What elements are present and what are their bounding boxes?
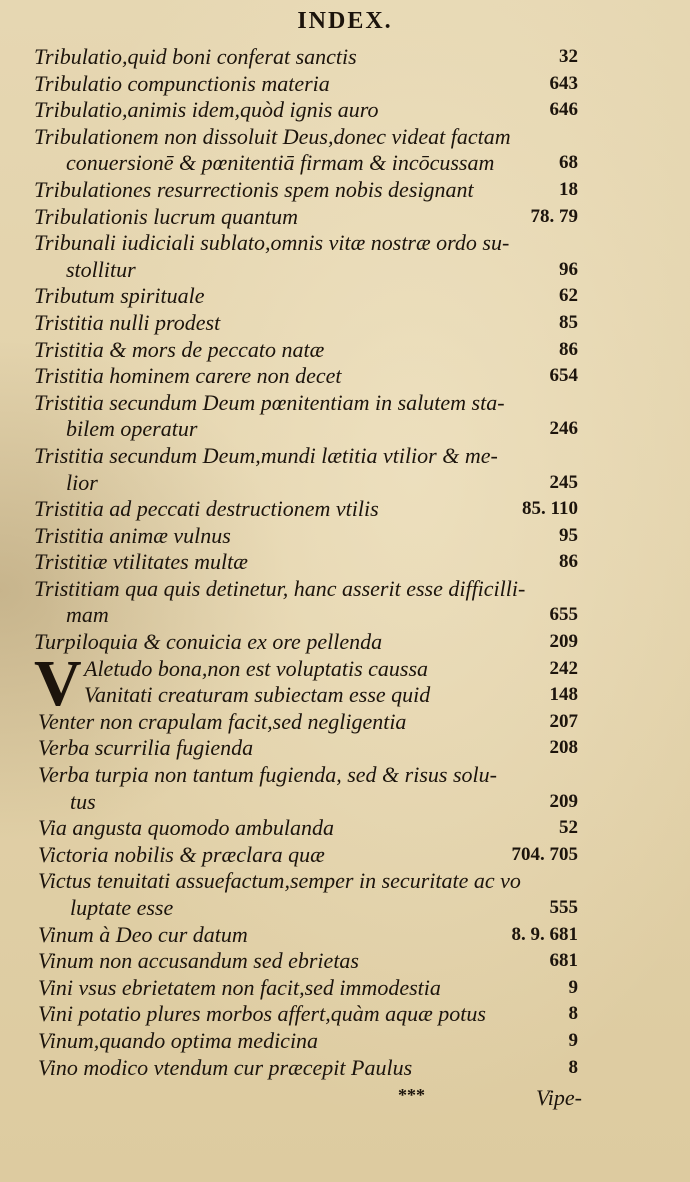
index-text: Tribulatio compunctionis materia (34, 70, 330, 96)
page-number: 62 (559, 285, 578, 307)
page-number: 555 (549, 897, 578, 918)
page-number: 655 (549, 604, 578, 626)
page-number: 78. 79 (530, 205, 578, 227)
index-line (0, 842, 690, 869)
index-line (0, 895, 690, 922)
index-text: Tristitia animæ vulnus (34, 522, 231, 548)
page-number: 646 (549, 99, 578, 121)
index-line (0, 230, 690, 257)
index-text: Tristitiæ vtilitates multæ (34, 549, 248, 575)
page-number: 86 (559, 551, 578, 573)
page-number: 85. 110 (522, 498, 578, 520)
index-text: bilem operatur (66, 416, 198, 442)
index-line (0, 1055, 690, 1082)
page-number: 85 (559, 311, 578, 333)
index-line (0, 1028, 690, 1055)
page-number: 148 (549, 684, 578, 706)
page-number: 18 (559, 178, 578, 200)
index-line (0, 523, 690, 550)
index-line (0, 576, 690, 603)
index-line (0, 948, 690, 975)
index-line (0, 177, 690, 204)
page-number: 9 (568, 976, 578, 998)
index-text: Tristitia secundum Deum,mundi lætitia vtilior & me- (34, 442, 498, 468)
index-text: Tribulationes resurrectionis spem nobis designant (34, 176, 474, 202)
signature-mark: *** (398, 1085, 425, 1105)
index-line (0, 71, 690, 98)
index-text: Tristitia nulli prodest (34, 309, 221, 335)
page-number: 8. 9. 681 (511, 923, 578, 945)
index-text: Tristitiam qua quis detinetur, hanc asserit esse difficilli- (34, 575, 526, 601)
index-text: lior (66, 469, 98, 495)
page-number: 95 (559, 524, 578, 546)
page-number: 32 (559, 46, 578, 67)
index-text: Tributum spirituale (34, 283, 205, 309)
index-line (0, 390, 690, 417)
index-text: conuersionē & pœnitentiā firmam & incōcussam (66, 150, 495, 176)
index-line (0, 283, 690, 310)
drop-capital: V (34, 647, 82, 720)
page-number: 8 (568, 1003, 578, 1025)
page-number: 52 (559, 817, 578, 839)
index-line (0, 337, 690, 364)
index-text: luptate esse (70, 895, 174, 920)
page-number: 209 (549, 631, 578, 653)
index-text: Tristitia secundum Deum pœnitentiam in salutem sta- (34, 389, 505, 415)
page-number: 242 (549, 657, 578, 679)
index-text: Tribulationem non dissoluit Deus,donec videat factam (34, 123, 511, 149)
index-line (0, 868, 690, 895)
index-text: Verba turpia non tantum fugienda, sed & risus solu- (38, 762, 497, 788)
page-number: 86 (559, 338, 578, 360)
page-number: 68 (559, 152, 578, 174)
index-text: Tribunali iudiciali sublato,omnis vitæ nostræ ordo su- (34, 230, 510, 256)
index-text: Victoria nobilis & præclara quæ (38, 841, 325, 867)
index-text: Vini vsus ebrietatem non facit,sed immodestia (38, 974, 441, 1000)
index-line (0, 97, 690, 124)
page-number: 207 (549, 710, 578, 732)
page-title: INDEX. (297, 8, 393, 34)
page-footer (0, 1085, 690, 1113)
index-line (0, 602, 690, 629)
index-line (0, 124, 690, 151)
index-text: Tristitia hominem carere non decet (34, 363, 342, 389)
index-line (0, 310, 690, 337)
index-line (0, 735, 690, 762)
page-number: 9 (568, 1029, 578, 1051)
index-line (0, 204, 690, 231)
index-text: Venter non crapulam facit,sed negligentia (38, 708, 407, 734)
page-number: 96 (559, 258, 578, 280)
index-text: tus (70, 788, 96, 814)
index-line (0, 709, 690, 736)
index-line (0, 1001, 690, 1028)
index-text: Tristitia & mors de peccato natæ (34, 336, 325, 362)
index-text: Aletudo bona,non est voluptatis caussa (84, 655, 429, 681)
page-number: 681 (549, 950, 578, 972)
page-number: 654 (549, 365, 578, 387)
index-line (0, 789, 690, 816)
page-number: 704. 705 (511, 843, 578, 865)
index-line (0, 549, 690, 576)
index-line (0, 443, 690, 470)
catchword: Vipe- (535, 1085, 582, 1110)
index-line (0, 150, 690, 177)
index-text: Vinum à Deo cur datum (38, 921, 248, 947)
index-text: mam (66, 602, 109, 628)
page-number: 208 (549, 737, 578, 759)
index-text: Vanitati creaturam subiectam esse quid (84, 682, 431, 708)
index-text: Victus tenuitati assuefactum,semper in securitate ac vo (38, 868, 521, 894)
index-line (0, 762, 690, 789)
page-number: 209 (549, 790, 578, 812)
index-text: Vinum non accusandum sed ebrietas (38, 948, 359, 974)
index-text: Tribulationis lucrum quantum (34, 203, 299, 229)
index-text: Turpiloquia & conuicia ex ore pellenda (34, 629, 383, 655)
index-line (0, 656, 690, 683)
index-text: Tristitia ad peccati destructionem vtilis (34, 496, 379, 522)
index-text: Via angusta quomodo ambulanda (38, 815, 334, 841)
page-number: 245 (549, 471, 578, 493)
page-number: 246 (549, 418, 578, 440)
index-line (0, 815, 690, 842)
index-line (0, 496, 690, 523)
index-line (0, 975, 690, 1002)
index-text: stollitur (66, 256, 136, 282)
index-text: Verba scurrilia fugienda (38, 735, 254, 761)
index-text: Vini potatio plures morbos affert,quàm aquæ potus (38, 1001, 486, 1027)
index-text: Tribulatio,animis idem,quòd ignis auro (34, 97, 379, 123)
index-line (0, 922, 690, 949)
index-line (0, 470, 690, 497)
index-line (0, 682, 690, 709)
page-number: 8 (568, 1056, 578, 1078)
index-line (0, 257, 690, 284)
index-line (0, 44, 690, 71)
index-line (0, 629, 690, 656)
page-number: 643 (549, 72, 578, 94)
index-line (0, 363, 690, 390)
index-line (0, 416, 690, 443)
index-entry-list (0, 44, 690, 1081)
index-text: Vinum,quando optima medicina (38, 1027, 319, 1053)
index-text: Tribulatio,quid boni conferat sanctis (34, 44, 357, 69)
index-text: Vino modico vtendum cur præcepit Paulus (38, 1054, 413, 1080)
